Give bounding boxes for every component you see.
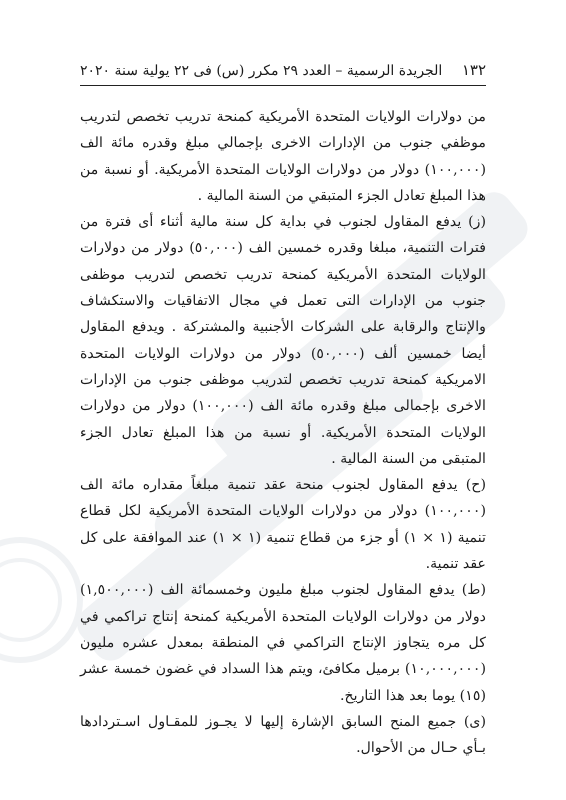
paragraph-item-y: (ى) جميع المنح السابق الإشارة إليها لا يجـوز للمقـاول اسـتردادها بـأي حـال من الأحوال.: [80, 713, 486, 757]
paragraph-item-h: (ح) يدفع المقاول لجنوب منحة عقد تنمية مبلغاً مقداره مائة الف (١٠٠,٠٠٠) دولار من دولارات الولايات المتحدة الأمريكية لكل قطاع تنمية (١ × ١) أو جزء من قطاع تنمية (١ × ١) عند الموافقة على كل عقد تنمية.: [80, 477, 486, 573]
running-title: الجريدة الرسمية – العدد ٢٩ مكرر (س) فى ٢٢ يولية سنة ٢٠٢٠: [80, 63, 443, 79]
paragraph-item-z: (ز) يدفع المقاول لجنوب في بداية كل سنة مالية أثناء أى فترة من فترات التنمية، مبلغا وقدره خمسين الف (٥٠,٠٠٠) دولار من دولارات الولايات المتحدة الأمريكية كمنحة تدريب تخصص لتدريب موظفى جنوب من الإدارات التى تعمل في مجال الاتفاقيات والاستكشاف والإنتاج والرقابة على الشركات الأجنبية والمشتركة . ويدفع المقاول أيضا خمسين ألف (٥٠,٠٠٠) دولار من دولارات الولايات المتحدة الامريكية كمنحة تدريب تخصص لتدريب موظفى جنوب من الإدارات الاخرى بإجمالى مبلغ وقدره مائة الف (١٠٠,٠٠٠) دولار من دولارات الولايات المتحدة الأمريكية. أو نسبة من هذا المبلغ تعادل الجزء المتبقى من السنة المالية .: [80, 214, 486, 467]
page-number: ١٣٢: [461, 61, 486, 79]
paragraph-continuation: من دولارات الولايات المتحدة الأمريكية كمنحة تدريب تخصص لتدريب موظفي جنوب من الإدارات الاخرى بإجمالي مبلغ وقدره مائة الف (١٠٠,٠٠٠) دولار من دولارات الولايات المتحدة الأمريكية. أو نسبة من هذا المبلغ تعادل الجزء المتبقي من السنة المالية .: [80, 109, 486, 204]
running-header: [80, 62, 486, 86]
paragraph-item-t: (ط) يدفع المقاول لجنوب مبلغ مليون وخمسمائة الف (١,٥٠٠,٠٠٠) دولار من دولارات الولايات المتحدة الأمريكية كمنحة إنتاج تراكمي في كل مره يتجاوز الإنتاج التراكمي في المنطقة بمعدل عشره مليون (١٠,٠٠٠,٠٠٠) برميل مكافئ، ويتم هذا السداد في غضون خمسة عشر (١٥) يوما بعد هذا التاريخ.: [80, 582, 486, 704]
body-text: [80, 104, 486, 761]
